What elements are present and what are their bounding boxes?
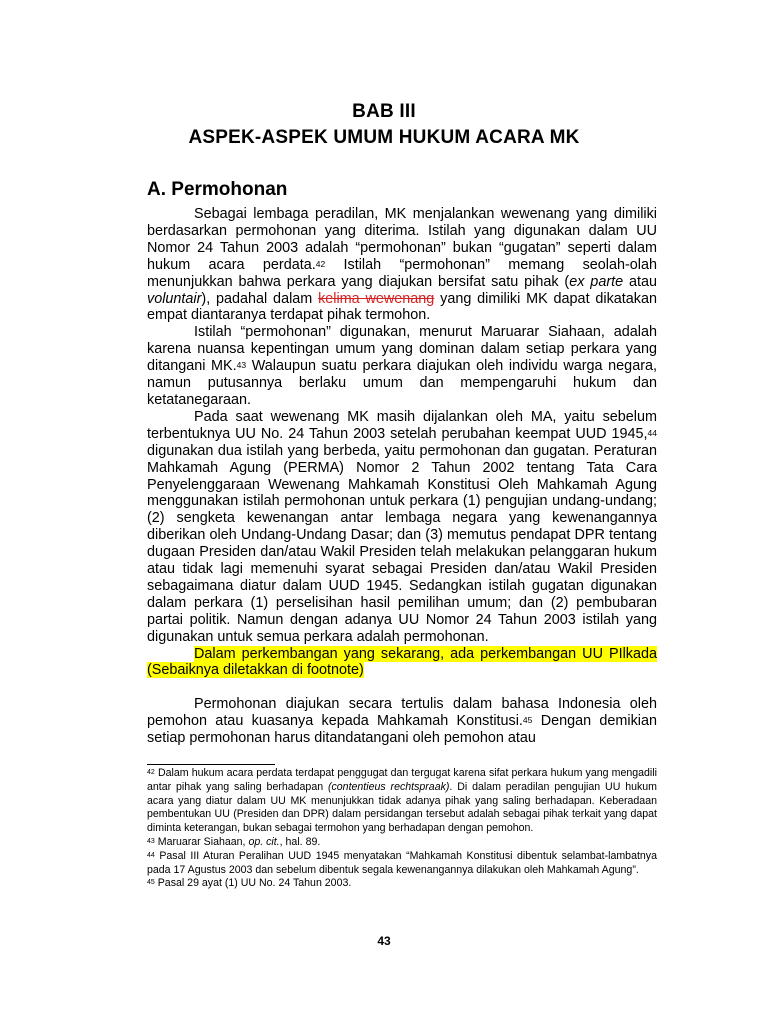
text-run: Dengan demikian setiap permohonan harus ditandatangani oleh pemohon atau bbox=[147, 713, 657, 747]
highlighted-comment: Dalam perkembangan yang sekarang, ada perkembangan UU PIlkada (Sebaiknya diletakkan di footnote) bbox=[147, 645, 657, 679]
text-run: Pasal 29 ayat (1) UU No. 24 Tahun 2003. bbox=[154, 877, 352, 890]
footnote-ref-43[interactable]: 43 bbox=[236, 360, 247, 371]
footnote-separator bbox=[147, 764, 275, 765]
chapter-title: ASPEK-ASPEK UMUM HUKUM ACARA MK bbox=[188, 127, 580, 148]
text-run: Dalam hukum acara perdata terdapat penggugat dan tergugat karena sifat perkara hukum yang mengadili antar pihak yang saling berhadapan bbox=[147, 767, 657, 793]
footnotes bbox=[147, 767, 657, 891]
page-number: 43 bbox=[377, 934, 391, 948]
italic-term: op. cit. bbox=[248, 835, 280, 848]
italic-term: ex parte bbox=[569, 273, 624, 290]
text-run: Walaupun suatu perkara diajukan oleh individu warga negara, namun putusannya berlaku umum dan mempengaruhi hukum dan ketatanegaraan. bbox=[147, 358, 657, 408]
paragraph-4-highlighted bbox=[147, 646, 657, 680]
paragraph-5 bbox=[147, 696, 657, 747]
text-run: Istilah “permohonan” digunakan, menurut Maruarar Siahaan, adalah karena nuansa kepentingan umum yang dominan dalam setiap perkara yang ditangani MK. bbox=[147, 324, 657, 375]
italic-term: voluntair bbox=[147, 290, 202, 307]
text-run: Istilah “permohonan” memang seolah-olah menunjukkan bahwa perkara yang diajukan bersifat satu pihak ( bbox=[147, 256, 657, 290]
text-run: Pasal III Aturan Peralihan UUD 1945 menyatakan “Mahkamah Konstitusi dibentuk selambat-lambatnya pada 17 Agustus 2003 dan sebelum dibentuk segala kewenangannya dilakukan oleh Mahkamah Agung”. bbox=[147, 849, 657, 876]
text-run: Pada saat wewenang MK masih dijalankan oleh MA, yaitu sebelum terbentuknya UU No. 24 Tahun 2003 setelah perubahan keempat UUD 1945, bbox=[147, 408, 657, 442]
footnote-ref-45[interactable]: 45 bbox=[522, 715, 533, 726]
footnote-43 bbox=[147, 836, 657, 850]
footnote-number: 44 bbox=[147, 851, 155, 859]
footnote-42 bbox=[147, 767, 657, 836]
section-heading: A. Permohonan bbox=[147, 179, 288, 200]
footnote-ref-44[interactable]: 44 bbox=[647, 427, 657, 438]
footnote-number: 42 bbox=[147, 769, 155, 776]
paragraph-3 bbox=[147, 409, 657, 646]
text-run: Sebagai lembaga peradilan, MK menjalankan wewenang yang dimiliki berdasarkan permohonan yang diterima. Istilah yang digunakan dalam UU Nomor 24 Tahun 2003 adalah “permohonan” bukan “gugatan” seperti dalam hukum acara perdata. bbox=[147, 206, 657, 273]
struck-text: kelima wewenang bbox=[318, 290, 435, 307]
text-run: ), padahal dalam bbox=[201, 290, 319, 307]
footnote-number: 43 bbox=[147, 837, 155, 845]
text-run: yang dimiliki MK dapat dikatakan empat diantaranya terdapat pihak termohon. bbox=[147, 290, 657, 324]
text-run: Permohonan diajukan secara tertulis dalam bahasa Indonesia oleh pemohon atau kuasanya kepada Mahkamah Konstitusi. bbox=[147, 696, 657, 730]
text-run: Maruarar Siahaan, bbox=[154, 835, 249, 848]
text-run: digunakan dua istilah yang berbeda, yaitu permohonan dan gugatan. Peraturan Mahkamah Agung (PERMA) Nomor 2 Tahun 2002 tentang Tata Cara Penyelenggaraan Wewenang Mahkamah Konstitusi Oleh Mahkamah Agung menggunakan istilah permohonan untuk perkara (1) pengujian undang-undang; (2) sengketa kewenangan antar lembaga negara yang kewenangannya diberikan oleh Undang-Undang Dasar; dan (3) memutus pendapat DPR tentang dugaan Presiden dan/atau Wakil Presiden telah melakukan pelanggaran hukum atau tidak lagi memenuhi syarat sebagai Presiden dan/atau Wakil Presiden sebagaimana diatur dalam UUD 1945. Sedangkan istilah gugatan digunakan dalam perkara (1) perselisihan hasil pemilihan umum; dan (2) pembubaran partai politik. Namun dengan adanya UU Nomor 24 Tahun 2003 istilah yang digunakan untuk semua perkara adalah permohonan. bbox=[147, 442, 657, 645]
footnote-ref-42[interactable]: 42 bbox=[315, 258, 326, 269]
footnote-number: 45 bbox=[147, 879, 155, 887]
chapter-number: BAB III bbox=[352, 101, 416, 122]
paragraph-1 bbox=[147, 206, 657, 324]
text-run: . Di dalam peradilan pengujian UU hukum acara yang diatur dalam UU MK menunjukkan tidak adanya pihak yang saling berhadapan. Keberadaan pembentukan UU (Presiden dan DPR) dalam persidangan tersebut adalah sebagai pihak terkait yang dapat diminta keterangan, bukan sebagai termohon yang berhadapan dengan pemohon. bbox=[147, 780, 657, 835]
body-text bbox=[147, 206, 657, 747]
footnote-44 bbox=[147, 850, 657, 878]
footnote-45 bbox=[147, 877, 657, 891]
italic-term: (contentieus rechtspraak) bbox=[327, 780, 450, 793]
paragraph-2 bbox=[147, 324, 657, 409]
text-run: , hal. 89. bbox=[279, 835, 321, 848]
text-run: atau bbox=[623, 273, 658, 290]
